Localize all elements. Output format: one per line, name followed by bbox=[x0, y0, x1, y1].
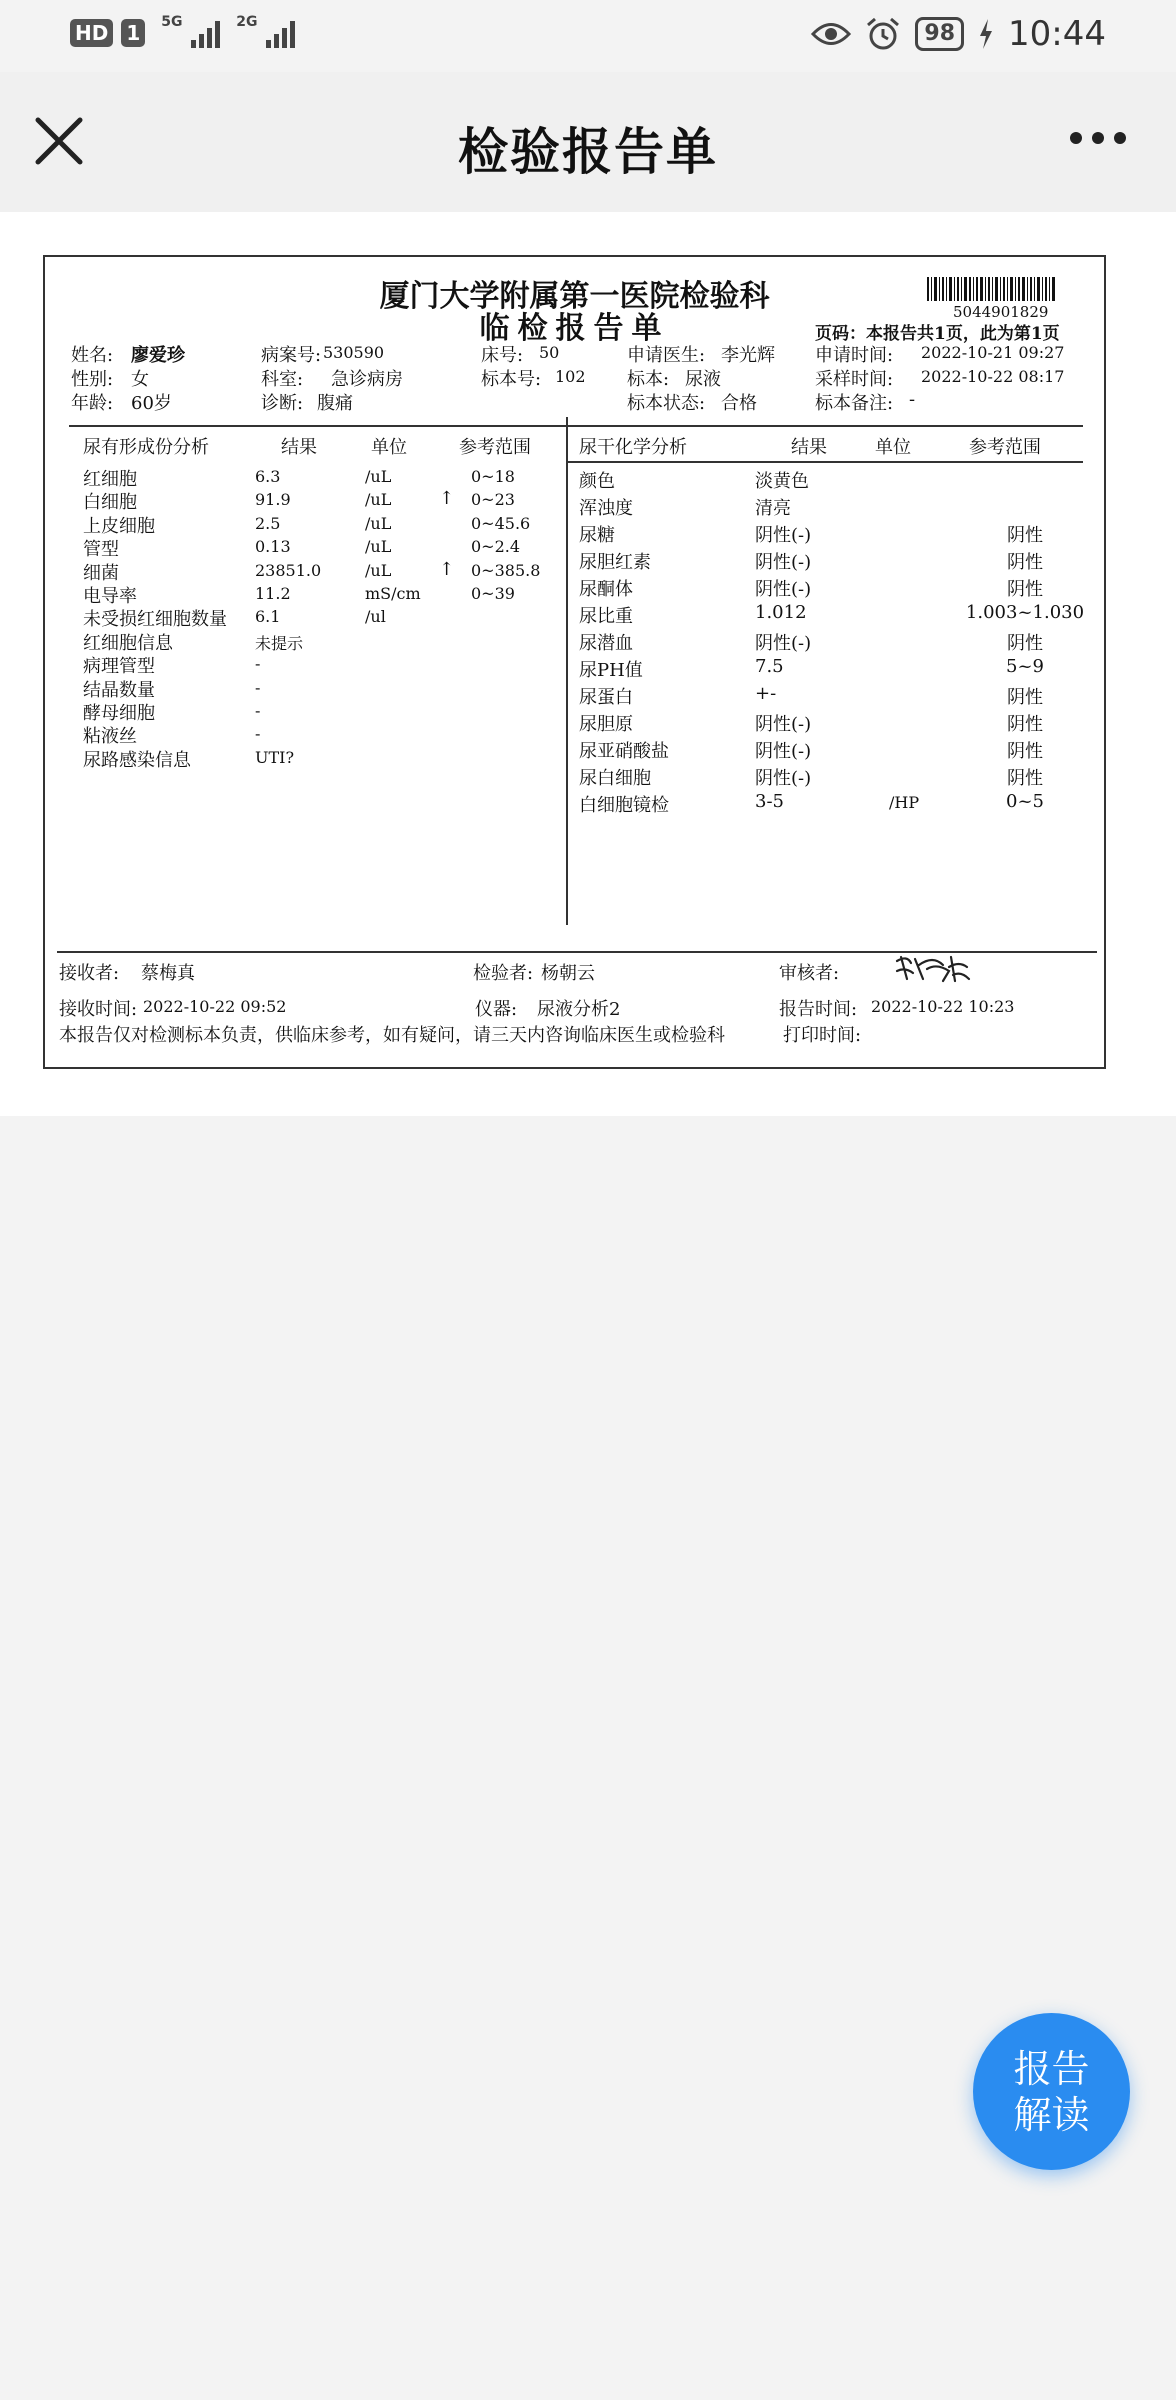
report-interpret-button[interactable] bbox=[973, 2013, 1130, 2170]
right-item-result: 阴性(-) bbox=[755, 552, 812, 573]
left-item-unit: /uL bbox=[365, 560, 392, 580]
right-item-result: 阴性(-) bbox=[755, 579, 812, 600]
specimen-note: - bbox=[909, 389, 916, 410]
left-item-range: 0~2.4 bbox=[471, 537, 521, 557]
page-title: 检验报告单 bbox=[458, 123, 718, 181]
left-item-result: UTI? bbox=[255, 747, 295, 767]
dept-label: 科室: bbox=[261, 369, 304, 390]
left-item-result: 6.1 bbox=[255, 607, 281, 627]
left-item-result: - bbox=[255, 654, 261, 674]
receiver-name: 蔡梅真 bbox=[141, 963, 195, 984]
left-item-result: 0.13 bbox=[255, 537, 291, 557]
left-item-result: - bbox=[255, 724, 261, 744]
name-label: 姓名: bbox=[71, 345, 114, 366]
right-item-name: 尿PH值 bbox=[579, 660, 643, 681]
report-time-label: 报告时间: bbox=[779, 999, 858, 1020]
status-bar bbox=[0, 0, 1176, 72]
note-label: 标本备注: bbox=[815, 393, 894, 414]
report-title: 临检报告单 bbox=[479, 311, 670, 346]
tester-name: 杨朝云 bbox=[541, 963, 595, 984]
left-item-range: 0~18 bbox=[471, 467, 515, 486]
sample-time: 2022-10-22 08:17 bbox=[921, 367, 1065, 386]
lab-report bbox=[43, 255, 1106, 1069]
right-item-result: 阴性(-) bbox=[755, 525, 812, 546]
right-item-range: 阴性 bbox=[1007, 714, 1043, 735]
right-col-range: 参考范围 bbox=[969, 437, 1041, 458]
left-item-unit: /ul bbox=[365, 607, 386, 627]
record-number: 530590 bbox=[323, 343, 385, 362]
right-item-unit: /HP bbox=[889, 793, 920, 812]
left-item-result: 91.9 bbox=[255, 490, 291, 510]
right-item-range: 阴性 bbox=[1007, 687, 1043, 708]
left-item-result: 未提示 bbox=[255, 633, 304, 653]
left-item-name: 电导率 bbox=[83, 586, 137, 607]
recv-time-label: 接收时间: bbox=[59, 999, 138, 1020]
right-item-range: 阴性 bbox=[1007, 741, 1043, 762]
signal-2g-icon: 2G bbox=[238, 18, 295, 48]
right-item-name: 颜色 bbox=[579, 471, 615, 492]
right-item-range: 阴性 bbox=[1007, 768, 1043, 789]
specimen-label: 标本: bbox=[627, 369, 670, 390]
left-item-name: 细菌 bbox=[83, 562, 119, 584]
doctor-label: 申请医生: bbox=[627, 345, 706, 366]
right-item-range: 5~9 bbox=[1006, 656, 1044, 677]
left-item-name: 红细胞 bbox=[83, 469, 137, 490]
left-item-name: 管型 bbox=[83, 539, 119, 561]
left-item-unit: /uL bbox=[365, 490, 392, 510]
charging-icon bbox=[978, 19, 994, 49]
right-item-result: 7.5 bbox=[755, 656, 784, 677]
right-item-range: 0~5 bbox=[1006, 791, 1044, 812]
right-item-result: 1.012 bbox=[755, 602, 807, 623]
report-container bbox=[0, 212, 1176, 1116]
left-col-unit: 单位 bbox=[371, 437, 407, 458]
patient-sex: 女 bbox=[131, 369, 149, 390]
left-item-name: 红细胞信息 bbox=[83, 632, 173, 654]
right-item-name: 尿白细胞 bbox=[579, 768, 651, 789]
left-item-result: 6.3 bbox=[255, 467, 281, 486]
right-item-range: 阴性 bbox=[1007, 579, 1043, 600]
bed-label: 床号: bbox=[481, 345, 524, 366]
barcode-icon bbox=[927, 277, 1057, 301]
right-col-name: 尿干化学分析 bbox=[579, 437, 687, 458]
print-time-label: 打印时间: bbox=[783, 1025, 862, 1046]
doctor-name: 李光辉 bbox=[721, 345, 775, 366]
report-time: 2022-10-22 10:23 bbox=[871, 997, 1015, 1016]
hd-badge: HD bbox=[70, 19, 113, 47]
eye-icon bbox=[811, 19, 851, 49]
right-item-name: 尿亚硝酸盐 bbox=[579, 741, 669, 762]
right-item-range: 阴性 bbox=[1007, 552, 1043, 573]
right-item-range: 1.003~1.030 bbox=[965, 602, 1085, 623]
specimen-type: 尿液 bbox=[685, 369, 721, 390]
right-col-result: 结果 bbox=[791, 437, 827, 458]
right-item-range: 阴性 bbox=[1007, 633, 1043, 654]
left-col-name: 尿有形成份分析 bbox=[83, 437, 209, 458]
report-interpret-label-1: 报告 bbox=[1013, 2046, 1090, 2091]
left-item-range: 0~23 bbox=[471, 490, 515, 510]
battery-icon: 98 bbox=[915, 17, 964, 51]
right-item-result: +- bbox=[755, 683, 777, 704]
left-item-result: 2.5 bbox=[255, 513, 281, 533]
receiver-label: 接收者: bbox=[59, 963, 120, 984]
left-item-result: 23851.0 bbox=[255, 560, 322, 580]
left-item-range: 0~45.6 bbox=[471, 513, 531, 533]
patient-name: 廖爱珍 bbox=[131, 345, 185, 366]
app-header bbox=[0, 72, 1176, 212]
req-time-label: 申请时间: bbox=[815, 345, 894, 366]
left-item-name: 粘液丝 bbox=[83, 726, 137, 748]
left-item-flag: ↑ bbox=[439, 488, 455, 510]
age-label: 年龄: bbox=[71, 393, 114, 414]
alarm-icon bbox=[865, 16, 901, 52]
right-item-range: 阴性 bbox=[1007, 525, 1043, 546]
sample-time-label: 采样时间: bbox=[815, 369, 894, 390]
left-item-unit: /uL bbox=[365, 513, 392, 533]
diag-label: 诊断: bbox=[261, 393, 304, 414]
record-label: 病案号: bbox=[261, 345, 322, 366]
left-item-unit: /uL bbox=[365, 467, 392, 486]
right-item-name: 尿胆原 bbox=[579, 714, 633, 735]
left-item-name: 病理管型 bbox=[83, 656, 155, 678]
right-item-result: 清亮 bbox=[755, 498, 791, 519]
left-item-name: 未受损红细胞数量 bbox=[83, 609, 227, 631]
specimen-no-label: 标本号: bbox=[481, 369, 542, 390]
right-item-name: 尿胆红素 bbox=[579, 552, 651, 573]
clock: 10:44 bbox=[1008, 14, 1106, 54]
patient-age: 60岁 bbox=[131, 393, 172, 414]
right-item-name: 尿蛋白 bbox=[579, 687, 633, 708]
diagnosis: 腹痛 bbox=[317, 393, 353, 414]
left-item-unit: mS/cm bbox=[365, 584, 421, 603]
left-item-name: 结晶数量 bbox=[83, 679, 155, 701]
left-item-result: 11.2 bbox=[255, 584, 291, 603]
right-col-unit: 单位 bbox=[875, 437, 911, 458]
left-item-result: - bbox=[255, 677, 261, 697]
specimen-number: 102 bbox=[555, 367, 586, 386]
more-icon[interactable] bbox=[1070, 132, 1126, 144]
tester-label: 检验者: bbox=[473, 963, 534, 984]
reviewer-signature-icon bbox=[893, 951, 971, 987]
left-item-name: 酵母细胞 bbox=[83, 703, 155, 724]
page-info: 页码：本报告共1页，此为第1页 bbox=[815, 324, 1060, 344]
left-col-range: 参考范围 bbox=[459, 437, 531, 458]
department: 急诊病房 bbox=[331, 369, 403, 390]
signal-5g-icon: 5G bbox=[163, 18, 220, 48]
right-item-name: 白细胞镜检 bbox=[579, 795, 669, 816]
report-interpret-label-2: 解读 bbox=[1013, 2092, 1090, 2137]
disclaimer: 本报告仅对检测标本负责，供临床参考，如有疑问，请三天内咨询临床医生或检验科 bbox=[59, 1025, 725, 1046]
table-top-line bbox=[69, 425, 1083, 427]
right-item-result: 阴性(-) bbox=[755, 714, 812, 735]
right-item-result: 淡黄色 bbox=[755, 471, 809, 492]
right-header-line bbox=[567, 461, 1083, 463]
left-item-name: 上皮细胞 bbox=[83, 515, 155, 537]
bed-number: 50 bbox=[539, 343, 560, 362]
right-item-name: 尿酮体 bbox=[579, 579, 633, 600]
right-item-result: 阴性(-) bbox=[755, 741, 812, 762]
right-item-result: 阴性(-) bbox=[755, 633, 812, 654]
left-col-result: 结果 bbox=[281, 437, 317, 458]
hospital-name: 厦门大学附属第一医院检验科 bbox=[379, 279, 770, 314]
left-item-name: 尿路感染信息 bbox=[83, 749, 191, 771]
instrument-label: 仪器: bbox=[475, 999, 518, 1020]
sim-badge: 1 bbox=[121, 19, 145, 47]
barcode-number: 5044901829 bbox=[953, 303, 1049, 321]
reviewer-label: 审核者: bbox=[779, 963, 840, 984]
recv-time: 2022-10-22 09:52 bbox=[143, 997, 287, 1016]
left-item-name: 白细胞 bbox=[83, 492, 137, 514]
left-item-result: - bbox=[255, 701, 261, 720]
right-item-result: 阴性(-) bbox=[755, 768, 812, 789]
right-item-result: 3-5 bbox=[755, 791, 784, 812]
status-label: 标本状态: bbox=[627, 393, 706, 414]
right-item-name: 尿潜血 bbox=[579, 633, 633, 654]
right-item-name: 尿糖 bbox=[579, 525, 615, 546]
left-item-unit: /uL bbox=[365, 537, 392, 557]
right-item-name: 尿比重 bbox=[579, 606, 633, 627]
req-time: 2022-10-21 09:27 bbox=[921, 343, 1065, 362]
specimen-status: 合格 bbox=[721, 393, 757, 414]
left-item-flag: ↑ bbox=[439, 558, 455, 580]
left-item-range: 0~39 bbox=[471, 584, 515, 603]
instrument: 尿液分析2 bbox=[537, 999, 621, 1020]
left-item-range: 0~385.8 bbox=[471, 560, 541, 580]
table-divider bbox=[566, 417, 568, 925]
sex-label: 性别: bbox=[71, 369, 114, 390]
right-item-name: 浑浊度 bbox=[579, 498, 633, 519]
